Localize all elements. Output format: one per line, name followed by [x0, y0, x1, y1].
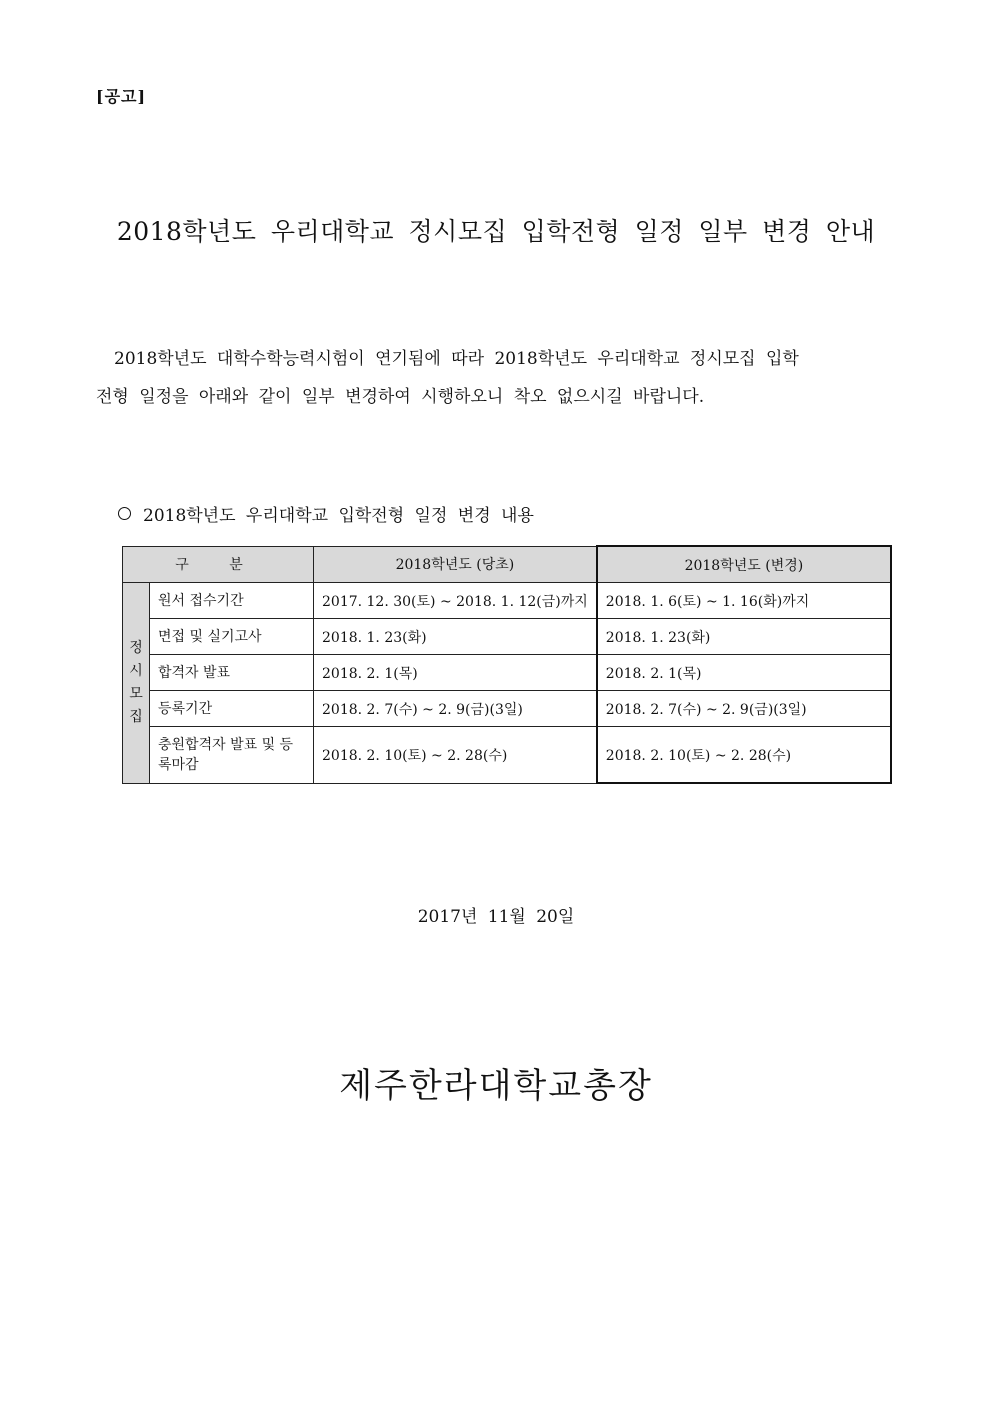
- circle-bullet-icon: [118, 507, 131, 520]
- body-paragraph: [96, 340, 896, 416]
- header-category: 구 분: [123, 546, 314, 583]
- body-line: 2018학년도 대학수학능력시험이 연기됨에 따라 2018학년도 우리대학교 정시모집 입학: [114, 349, 799, 369]
- table-row: [123, 655, 892, 691]
- header-original: 2018학년도 (당초): [314, 546, 597, 583]
- original-date-cell: 2018. 2. 7(수) ~ 2. 9(금)(3일): [314, 691, 597, 727]
- item-cell: 등록기간: [150, 691, 314, 727]
- group-label-char: 정: [129, 639, 143, 656]
- changed-date-cell: 2018. 2. 7(수) ~ 2. 9(금)(3일): [597, 691, 891, 727]
- group-label-char: 집: [129, 708, 143, 725]
- group-label-char: 시: [129, 662, 143, 679]
- item-cell: 면접 및 실기고사: [150, 619, 314, 655]
- changed-date-cell: 2018. 2. 10(토) ~ 2. 28(수): [597, 727, 891, 784]
- item-cell: 원서 접수기간: [150, 583, 314, 619]
- changed-date-cell: 2018. 1. 6(토) ~ 1. 16(화)까지: [597, 583, 891, 619]
- table-row: [123, 691, 892, 727]
- group-label-cell: [123, 583, 150, 784]
- item-cell: 충원합격자 발표 및 등록마감: [150, 727, 314, 784]
- issue-date: 2017년 11월 20일: [417, 907, 575, 927]
- body-line: 전형 일정을 아래와 같이 일부 변경하여 시행하오니 착오 없으시길 바랍니다.: [96, 387, 705, 407]
- original-date-cell: 2017. 12. 30(토) ~ 2018. 1. 12(금)까지: [314, 583, 597, 619]
- header-changed: 2018학년도 (변경): [597, 546, 891, 583]
- section-heading-text: 2018학년도 우리대학교 입학전형 일정 변경 내용: [143, 506, 534, 526]
- table-header-row: [123, 546, 892, 583]
- group-label-char: 모: [129, 685, 143, 702]
- original-date-cell: 2018. 1. 23(화): [314, 619, 597, 655]
- schedule-table: [122, 545, 892, 784]
- section-heading: [118, 501, 534, 526]
- document-title: 2018학년도 우리대학교 정시모집 입학전형 일정 일부 변경 안내: [116, 217, 876, 246]
- table-row: [123, 727, 892, 784]
- original-date-cell: 2018. 2. 1(목): [314, 655, 597, 691]
- table-row: [123, 583, 892, 619]
- notice-tag: [공고]: [96, 87, 147, 106]
- changed-date-cell: 2018. 2. 1(목): [597, 655, 891, 691]
- original-date-cell: 2018. 2. 10(토) ~ 2. 28(수): [314, 727, 597, 784]
- item-cell: 합격자 발표: [150, 655, 314, 691]
- changed-date-cell: 2018. 1. 23(화): [597, 619, 891, 655]
- table-row: [123, 619, 892, 655]
- signature-president: 제주한라대학교총장: [339, 1066, 653, 1106]
